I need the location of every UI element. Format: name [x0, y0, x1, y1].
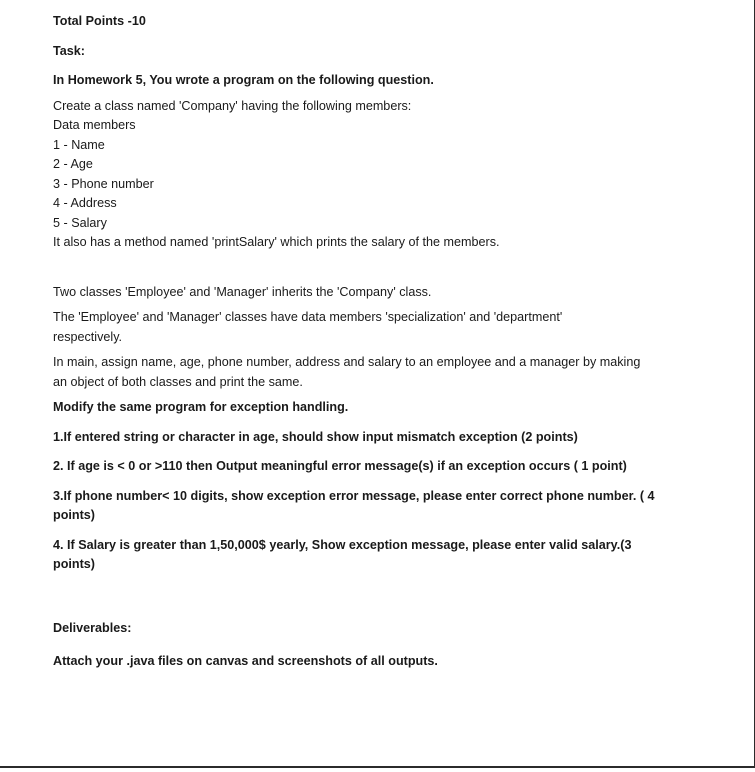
deliverables-heading: Deliverables:	[53, 620, 132, 635]
document-content	[53, 12, 713, 672]
task-heading: Task:	[53, 43, 85, 58]
member-item: 3 - Phone number	[53, 176, 154, 191]
requirement-item: 1.If entered string or character in age, should show input mismatch exception (2 points)	[53, 429, 578, 444]
method-text: It also has a method named 'printSalary' which prints the salary of the members.	[53, 235, 500, 249]
main-text: In main, assign name, age, phone number, address and salary to an employee and a manager by making an object of both classes and print the same.	[53, 355, 641, 389]
member-item: 1 - Name	[53, 137, 105, 152]
deliverables-text: Attach your .java files on canvas and screenshots of all outputs.	[53, 654, 438, 668]
member-item: 4 - Address	[53, 196, 117, 210]
intro-text: In Homework 5, You wrote a program on the following question.	[53, 73, 434, 87]
requirement-item: 2. If age is < 0 or >110 then Output meaningful error message(s) if an exception occurs ( 1 point)	[53, 459, 627, 473]
subclass-members-text: The 'Employee' and 'Manager' classes have data members 'specialization' and 'department' respectively.	[53, 310, 563, 344]
data-members-label: Data members	[53, 118, 136, 132]
requirement-item: 3.If phone number< 10 digits, show exception error message, please enter correct phone number. ( 4 points)	[53, 488, 655, 522]
inherit-text: Two classes 'Employee' and 'Manager' inherits the 'Company' class.	[53, 284, 432, 299]
requirement-item: 4. If Salary is greater than 1,50,000$ yearly, Show exception message, please enter valid salary.(3 points)	[53, 537, 632, 571]
members-list	[53, 136, 713, 234]
total-points-heading: Total Points -10	[53, 14, 146, 28]
modify-heading: Modify the same program for exception handling.	[53, 400, 349, 414]
member-item: 5 - Salary	[53, 215, 107, 230]
member-item: 2 - Age	[53, 157, 93, 171]
create-class-text: Create a class named 'Company' having the following members:	[53, 98, 412, 113]
